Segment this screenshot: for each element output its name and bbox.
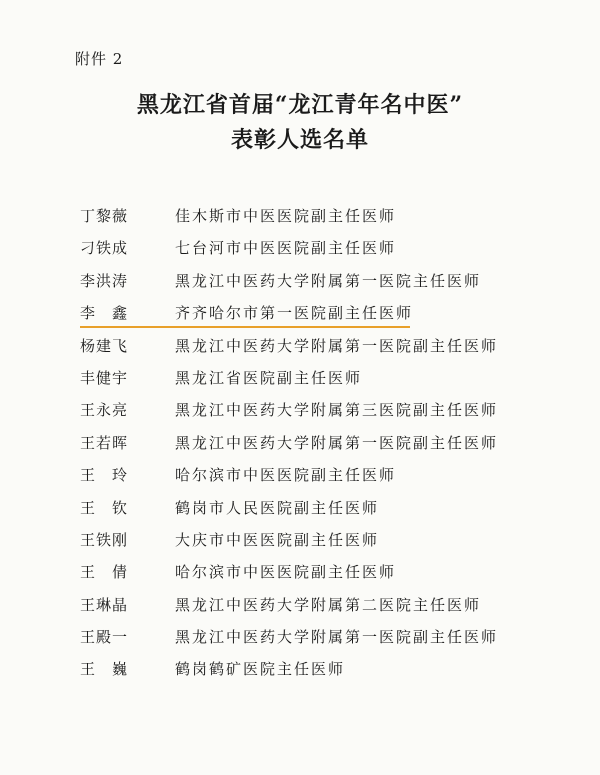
honoree-position: 黑龙江省医院副主任医师	[175, 368, 363, 387]
document-title: 黑龙江省首届“龙江青年名中医”	[136, 92, 464, 118]
honoree-position: 齐齐哈尔市第一医院副主任医师	[175, 304, 414, 323]
honoree-name: 丰健宇	[80, 368, 129, 387]
honoree-position: 黑龙江中医药大学附属第三医院副主任医师	[175, 401, 499, 420]
honoree-name: 丁黎薇	[80, 207, 129, 225]
honoree-name: 王若晖	[80, 433, 129, 452]
honoree-name: 王 巍	[80, 660, 129, 679]
list-item	[80, 335, 560, 367]
honoree-position: 大庆市中医医院副主任医师	[175, 530, 380, 549]
honoree-name: 王 倩	[80, 563, 129, 582]
list-item	[80, 399, 560, 431]
honoree-position: 佳木斯市中医医院副主任医师	[175, 207, 397, 225]
honoree-name: 李 鑫	[80, 304, 129, 323]
list-item	[80, 529, 560, 561]
list-item	[80, 302, 560, 334]
honoree-name: 王永亮	[80, 401, 129, 420]
honoree-position: 哈尔滨市中医医院副主任医师	[175, 466, 397, 485]
list-item	[80, 594, 560, 626]
honoree-position: 鹤岗市人民医院副主任医师	[175, 498, 380, 517]
list-item	[80, 432, 560, 464]
list-item	[80, 626, 560, 658]
list-item	[80, 205, 560, 237]
honoree-position: 黑龙江中医药大学附属第一医院主任医师	[175, 271, 482, 290]
honoree-name: 李洪涛	[80, 271, 129, 290]
honoree-name: 杨建飞	[80, 336, 129, 355]
honoree-position: 黑龙江中医药大学附属第一医院副主任医师	[175, 433, 499, 452]
honoree-position: 黑龙江中医药大学附属第二医院主任医师	[175, 595, 482, 614]
honoree-position: 黑龙江中医药大学附属第一医院副主任医师	[175, 628, 499, 647]
honoree-name: 王铁刚	[80, 530, 129, 549]
honoree-position: 七台河市中医医院副主任医师	[175, 239, 397, 258]
list-item	[80, 270, 560, 302]
honoree-name: 刁铁成	[80, 239, 129, 258]
honoree-name: 王 钦	[80, 498, 129, 517]
list-item	[80, 658, 560, 690]
attachment-label: 附件 2	[75, 50, 124, 68]
list-item	[80, 464, 560, 496]
honoree-name: 王琳晶	[80, 595, 129, 614]
list-item	[80, 237, 560, 269]
highlight-underline	[80, 326, 410, 328]
document-subtitle: 表彰人选名单	[230, 127, 369, 153]
honoree-name: 王 玲	[80, 466, 129, 485]
list-item	[80, 561, 560, 593]
honoree-name: 王殿一	[80, 628, 129, 647]
honoree-list	[80, 205, 560, 691]
list-item	[80, 497, 560, 529]
honoree-position: 鹤岗鹤矿医院主任医师	[175, 660, 346, 679]
honoree-position: 黑龙江中医药大学附属第一医院副主任医师	[175, 336, 499, 355]
honoree-position: 哈尔滨市中医医院副主任医师	[175, 563, 397, 582]
list-item	[80, 367, 560, 399]
